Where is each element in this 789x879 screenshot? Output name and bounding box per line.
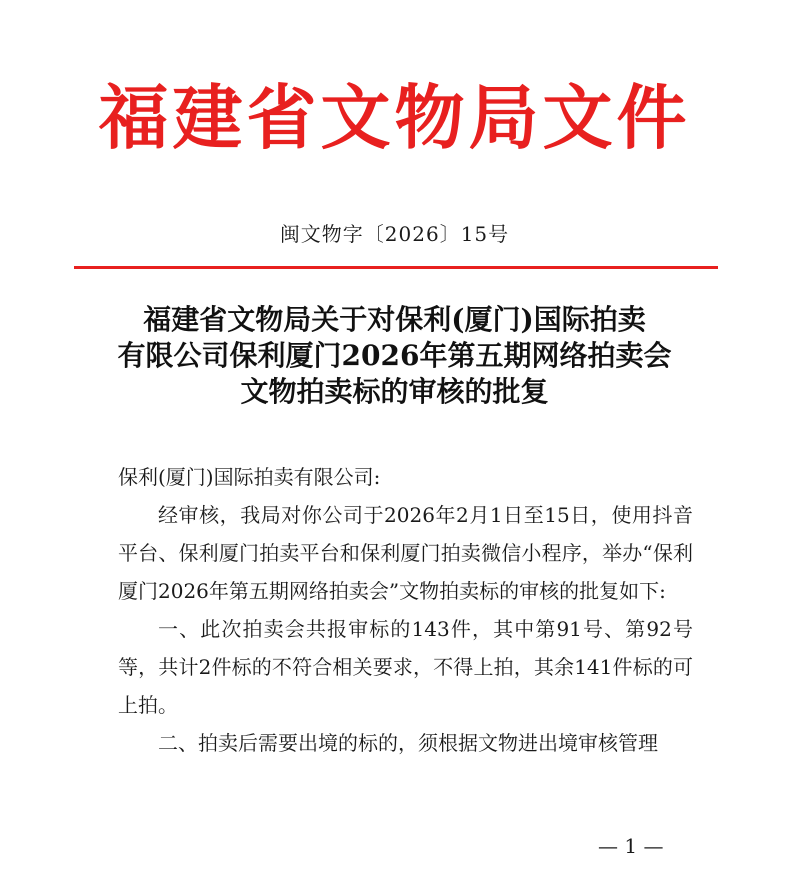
- document-title: [0, 302, 789, 410]
- document-body: [118, 458, 693, 762]
- body-paragraph: 二、拍卖后需要出境的标的，须根据文物进出境审核管理: [158, 731, 658, 755]
- title-line: 文物拍卖标的审核的批复: [240, 375, 549, 408]
- title-line: 有限公司保利厦门2026年第五期网络拍卖会: [117, 339, 672, 372]
- page-number: — 1 —: [598, 834, 664, 858]
- body-paragraph: 一、此次拍卖会共报审标的143件，其中第91号、第92号等，共计2件标的不符合相关要求，不得上拍，其余141件标的可上拍。: [118, 617, 693, 717]
- title-line: 福建省文物局关于对保利(厦门)国际拍卖: [143, 303, 646, 336]
- addressee: 保利(厦门)国际拍卖有限公司:: [118, 465, 381, 489]
- issuer-banner: 福建省文物局文件: [98, 76, 691, 159]
- body-paragraph: 经审核，我局对你公司于2026年2月1日至15日，使用抖音平台、保利厦门拍卖平台和保利厦门拍卖微信小程序，举办“保利厦门2026年第五期网络拍卖会”文物拍卖标的审核的批复如下:: [118, 503, 693, 603]
- document-number: 闽文物字〔2026〕15号: [279, 222, 510, 246]
- red-divider-line: [74, 266, 718, 269]
